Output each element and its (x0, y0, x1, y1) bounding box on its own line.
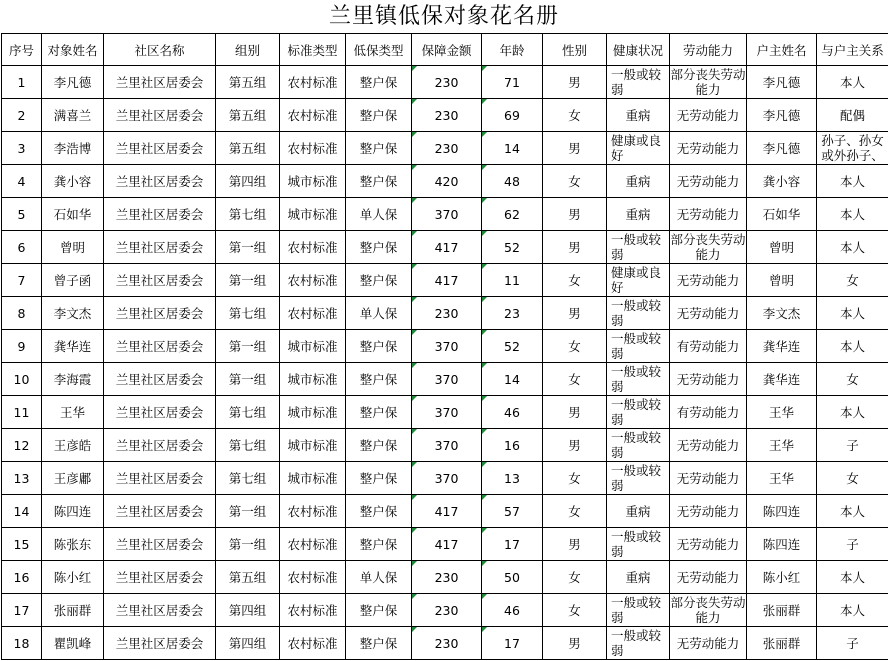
cell-group[interactable]: 第七组 (216, 198, 280, 231)
cell-head[interactable]: 陈四连 (747, 495, 817, 528)
cell-group[interactable]: 第一组 (216, 231, 280, 264)
page-title: 兰里镇低保对象花名册 (328, 4, 559, 29)
cell-community[interactable]: 兰里社区居委会 (104, 429, 216, 462)
cell-health[interactable]: 一般或较弱 (607, 231, 670, 264)
cell-amount[interactable]: 230 (412, 132, 482, 165)
cell-labor[interactable]: 部分丧失劳动能力 (670, 67, 746, 97)
cell-age[interactable]: 14 (482, 363, 543, 396)
cell-standard[interactable]: 城市标准 (280, 165, 346, 198)
cell-relation[interactable]: 本人 (817, 165, 888, 198)
column-header-community[interactable]: 社区名称 (104, 34, 216, 66)
cell-head[interactable]: 张丽群 (747, 627, 817, 660)
cell-gender[interactable]: 男 (543, 66, 607, 99)
cell-amount[interactable]: 230 (412, 297, 482, 330)
cell-community[interactable]: 兰里社区居委会 (104, 330, 216, 363)
cell-health[interactable]: 重病 (607, 561, 670, 594)
cell-standard[interactable]: 农村标准 (280, 99, 346, 132)
cell-health[interactable]: 一般或较弱 (607, 429, 670, 462)
cell-head[interactable]: 龚小容 (747, 165, 817, 198)
cell-type[interactable]: 整户保 (346, 231, 412, 264)
cell-group[interactable]: 第一组 (216, 363, 280, 396)
cell-seq[interactable]: 5 (2, 198, 42, 231)
cell-seq[interactable]: 8 (2, 297, 42, 330)
cell-health[interactable]: 健康或良好 (607, 132, 670, 165)
cell-gender[interactable]: 男 (543, 231, 607, 264)
table-row[interactable] (2, 198, 888, 231)
cell-head[interactable]: 李凡德 (747, 66, 817, 99)
cell-name[interactable]: 陈小红 (42, 561, 104, 594)
cell-seq[interactable]: 1 (2, 66, 42, 99)
cell-standard[interactable]: 农村标准 (280, 594, 346, 627)
cell-seq[interactable]: 14 (2, 495, 42, 528)
cell-labor[interactable]: 无劳动能力 (670, 297, 747, 330)
cell-labor[interactable]: 无劳动能力 (670, 132, 747, 165)
cell-health[interactable]: 一般或较弱 (607, 66, 670, 99)
cell-labor[interactable]: 无劳动能力 (670, 429, 747, 462)
cell-type[interactable]: 整户保 (346, 627, 412, 660)
cell-name[interactable]: 陈张东 (42, 528, 104, 561)
cell-relation[interactable]: 本人 (817, 330, 888, 363)
table-row[interactable] (2, 132, 888, 165)
cell-gender[interactable]: 男 (543, 297, 607, 330)
cell-name[interactable]: 曾子函 (42, 264, 104, 297)
cell-health[interactable]: 一般或较弱 (607, 330, 670, 363)
cell-community[interactable]: 兰里社区居委会 (104, 132, 216, 165)
cell-labor[interactable]: 有劳动能力 (670, 330, 747, 363)
cell-gender[interactable]: 女 (543, 462, 607, 495)
cell-relation[interactable]: 子 (817, 627, 888, 660)
cell-amount[interactable]: 230 (412, 627, 482, 660)
table-row[interactable] (2, 627, 888, 660)
cell-standard[interactable]: 农村标准 (280, 297, 346, 330)
cell-amount[interactable]: 417 (412, 264, 482, 297)
cell-age[interactable]: 17 (482, 627, 543, 660)
cell-health[interactable]: 重病 (607, 165, 670, 198)
cell-standard[interactable]: 城市标准 (280, 396, 346, 429)
cell-community[interactable]: 兰里社区居委会 (104, 495, 216, 528)
column-header-seq[interactable]: 序号 (2, 34, 42, 66)
cell-health[interactable]: 健康或良好 (607, 264, 670, 297)
column-header-age[interactable]: 年龄 (482, 34, 543, 66)
column-header-head[interactable]: 户主姓名 (747, 34, 817, 66)
cell-community[interactable]: 兰里社区居委会 (104, 165, 216, 198)
cell-relation[interactable]: 本人 (817, 231, 888, 264)
cell-gender[interactable]: 男 (543, 627, 607, 660)
cell-gender[interactable]: 男 (543, 198, 607, 231)
cell-health[interactable]: 一般或较弱 (607, 594, 670, 627)
cell-head[interactable]: 龚华连 (747, 363, 817, 396)
cell-group[interactable]: 第四组 (216, 594, 280, 627)
header-row (2, 34, 888, 66)
cell-relation[interactable]: 本人 (817, 495, 888, 528)
cell-name[interactable]: 张丽群 (42, 594, 104, 627)
cell-labor[interactable]: 部分丧失劳动能力 (670, 595, 746, 625)
cell-seq[interactable]: 12 (2, 429, 42, 462)
cell-labor[interactable]: 无劳动能力 (670, 627, 747, 660)
cell-community[interactable]: 兰里社区居委会 (104, 561, 216, 594)
cell-group[interactable]: 第五组 (216, 99, 280, 132)
column-header-amount[interactable]: 保障金额 (412, 34, 482, 66)
cell-labor[interactable]: 无劳动能力 (670, 264, 747, 297)
cell-community[interactable]: 兰里社区居委会 (104, 297, 216, 330)
cell-group[interactable]: 第一组 (216, 264, 280, 297)
cell-type[interactable]: 整户保 (346, 66, 412, 99)
cell-labor[interactable]: 无劳动能力 (670, 495, 747, 528)
cell-name[interactable]: 陈四连 (42, 495, 104, 528)
cell-head[interactable]: 李凡德 (747, 132, 817, 165)
cell-type[interactable]: 单人保 (346, 561, 412, 594)
cell-name[interactable]: 龚华连 (42, 330, 104, 363)
table-row[interactable] (2, 396, 888, 429)
cell-amount[interactable]: 230 (412, 561, 482, 594)
cell-amount[interactable]: 370 (412, 330, 482, 363)
cell-standard[interactable]: 农村标准 (280, 231, 346, 264)
cell-standard[interactable]: 农村标准 (280, 627, 346, 660)
cell-labor[interactable]: 无劳动能力 (670, 99, 747, 132)
cell-type[interactable]: 整户保 (346, 495, 412, 528)
cell-gender[interactable]: 男 (543, 132, 607, 165)
column-header-labor[interactable]: 劳动能力 (670, 34, 747, 66)
cell-relation[interactable]: 子 (817, 528, 888, 561)
cell-community[interactable]: 兰里社区居委会 (104, 99, 216, 132)
cell-standard[interactable]: 城市标准 (280, 363, 346, 396)
cell-community[interactable]: 兰里社区居委会 (104, 264, 216, 297)
cell-name[interactable]: 瞿凯峰 (42, 627, 104, 660)
column-header-health[interactable]: 健康状况 (607, 34, 670, 66)
cell-standard[interactable]: 农村标准 (280, 528, 346, 561)
cell-relation[interactable]: 本人 (817, 396, 888, 429)
cell-labor[interactable]: 无劳动能力 (670, 462, 747, 495)
cell-age[interactable]: 52 (482, 330, 543, 363)
cell-health[interactable]: 一般或较弱 (607, 627, 670, 660)
cell-standard[interactable]: 城市标准 (280, 330, 346, 363)
cell-amount[interactable]: 370 (412, 462, 482, 495)
cell-type[interactable]: 整户保 (346, 132, 412, 165)
cell-relation[interactable]: 子 (817, 429, 888, 462)
column-header-group[interactable]: 组别 (216, 34, 280, 66)
cell-seq[interactable]: 15 (2, 528, 42, 561)
cell-community[interactable]: 兰里社区居委会 (104, 396, 216, 429)
cell-age[interactable]: 69 (482, 99, 543, 132)
cell-head[interactable]: 曾明 (747, 231, 817, 264)
cell-type[interactable]: 整户保 (346, 99, 412, 132)
cell-relation[interactable]: 孙子、孙女或外孙子、 (817, 132, 888, 165)
cell-type[interactable]: 整户保 (346, 264, 412, 297)
cell-gender[interactable]: 女 (543, 330, 607, 363)
cell-health[interactable]: 一般或较弱 (607, 363, 670, 396)
cell-relation[interactable]: 配偶 (817, 99, 888, 132)
cell-amount[interactable]: 230 (412, 99, 482, 132)
cell-health[interactable]: 重病 (607, 99, 670, 132)
table-row[interactable] (2, 495, 888, 528)
cell-labor[interactable]: 无劳动能力 (670, 528, 747, 561)
cell-age[interactable]: 52 (482, 231, 543, 264)
cell-head[interactable]: 陈四连 (747, 528, 817, 561)
table-row[interactable] (2, 297, 888, 330)
cell-head[interactable]: 王华 (747, 429, 817, 462)
cell-standard[interactable]: 农村标准 (280, 66, 346, 99)
cell-labor[interactable]: 部分丧失劳动能力 (670, 232, 746, 262)
column-header-standard[interactable]: 标准类型 (280, 34, 346, 66)
cell-name[interactable]: 曾明 (42, 231, 104, 264)
cell-name[interactable]: 王华 (42, 396, 104, 429)
cell-gender[interactable]: 女 (543, 99, 607, 132)
cell-amount[interactable]: 420 (412, 165, 482, 198)
cell-age[interactable]: 46 (482, 396, 543, 429)
cell-standard[interactable]: 城市标准 (280, 462, 346, 495)
cell-community[interactable]: 兰里社区居委会 (104, 594, 216, 627)
cell-head[interactable]: 张丽群 (747, 594, 817, 627)
cell-amount[interactable]: 370 (412, 396, 482, 429)
cell-amount[interactable]: 417 (412, 495, 482, 528)
table-row[interactable] (2, 66, 888, 99)
cell-seq[interactable]: 6 (2, 231, 42, 264)
cell-head[interactable]: 李凡德 (747, 99, 817, 132)
cell-labor[interactable]: 无劳动能力 (670, 198, 747, 231)
cell-group[interactable]: 第七组 (216, 297, 280, 330)
cell-name[interactable]: 李海霞 (42, 363, 104, 396)
cell-age[interactable]: 11 (482, 264, 543, 297)
cell-age[interactable]: 71 (482, 66, 543, 99)
cell-name[interactable]: 王彦鄘 (42, 462, 104, 495)
cell-relation[interactable]: 本人 (817, 561, 888, 594)
table-row[interactable] (2, 330, 888, 363)
cell-name[interactable]: 李凡德 (42, 66, 104, 99)
cell-type[interactable]: 整户保 (346, 528, 412, 561)
table-row[interactable] (2, 528, 888, 561)
cell-group[interactable]: 第七组 (216, 396, 280, 429)
cell-head[interactable]: 王华 (747, 462, 817, 495)
cell-standard[interactable]: 农村标准 (280, 264, 346, 297)
cell-community[interactable]: 兰里社区居委会 (104, 528, 216, 561)
cell-head[interactable]: 王华 (747, 396, 817, 429)
cell-type[interactable]: 整户保 (346, 429, 412, 462)
cell-seq[interactable]: 16 (2, 561, 42, 594)
table-row[interactable] (2, 231, 888, 264)
cell-relation[interactable]: 本人 (817, 198, 888, 231)
cell-group[interactable]: 第五组 (216, 66, 280, 99)
cell-gender[interactable]: 女 (543, 561, 607, 594)
table-row[interactable] (2, 429, 888, 462)
cell-type[interactable]: 单人保 (346, 297, 412, 330)
cell-age[interactable]: 17 (482, 528, 543, 561)
table-row[interactable] (2, 561, 888, 594)
cell-health[interactable]: 一般或较弱 (607, 528, 670, 561)
cell-community[interactable]: 兰里社区居委会 (104, 198, 216, 231)
cell-relation[interactable]: 女 (817, 363, 888, 396)
column-header-name[interactable]: 对象姓名 (42, 34, 104, 66)
table-body (2, 66, 888, 660)
cell-gender[interactable]: 女 (543, 264, 607, 297)
cell-labor[interactable]: 无劳动能力 (670, 165, 747, 198)
cell-seq[interactable]: 3 (2, 132, 42, 165)
cell-standard[interactable]: 城市标准 (280, 198, 346, 231)
cell-name[interactable]: 王彦皓 (42, 429, 104, 462)
cell-type[interactable]: 整户保 (346, 363, 412, 396)
cell-group[interactable]: 第七组 (216, 462, 280, 495)
cell-group[interactable]: 第五组 (216, 561, 280, 594)
cell-age[interactable]: 62 (482, 198, 543, 231)
cell-health[interactable]: 一般或较弱 (607, 462, 670, 495)
table-row[interactable] (2, 363, 888, 396)
cell-group[interactable]: 第一组 (216, 495, 280, 528)
cell-community[interactable]: 兰里社区居委会 (104, 462, 216, 495)
column-header-relation[interactable]: 与户主关系 (817, 34, 888, 66)
table-row[interactable] (2, 594, 888, 627)
table-row[interactable] (2, 264, 888, 297)
cell-seq[interactable]: 4 (2, 165, 42, 198)
cell-seq[interactable]: 2 (2, 99, 42, 132)
cell-group[interactable]: 第四组 (216, 165, 280, 198)
cell-age[interactable]: 23 (482, 297, 543, 330)
cell-age[interactable]: 48 (482, 165, 543, 198)
cell-labor[interactable]: 有劳动能力 (670, 396, 747, 429)
cell-amount[interactable]: 230 (412, 66, 482, 99)
cell-type[interactable]: 单人保 (346, 198, 412, 231)
cell-amount[interactable]: 417 (412, 231, 482, 264)
cell-name[interactable]: 石如华 (42, 198, 104, 231)
cell-amount[interactable]: 370 (412, 429, 482, 462)
cell-gender[interactable]: 女 (543, 363, 607, 396)
cell-seq[interactable]: 17 (2, 594, 42, 627)
cell-seq[interactable]: 9 (2, 330, 42, 363)
cell-age[interactable]: 14 (482, 132, 543, 165)
cell-amount[interactable]: 417 (412, 528, 482, 561)
cell-gender[interactable]: 女 (543, 495, 607, 528)
cell-community[interactable]: 兰里社区居委会 (104, 66, 216, 99)
cell-group[interactable]: 第七组 (216, 429, 280, 462)
cell-type[interactable]: 整户保 (346, 462, 412, 495)
table-row[interactable] (2, 462, 888, 495)
cell-group[interactable]: 第一组 (216, 330, 280, 363)
cell-relation[interactable]: 本人 (817, 297, 888, 330)
cell-amount[interactable]: 230 (412, 594, 482, 627)
cell-standard[interactable]: 农村标准 (280, 561, 346, 594)
cell-seq[interactable]: 11 (2, 396, 42, 429)
cell-relation[interactable]: 本人 (817, 66, 888, 99)
cell-seq[interactable]: 18 (2, 627, 42, 660)
cell-seq[interactable]: 13 (2, 462, 42, 495)
cell-amount[interactable]: 370 (412, 198, 482, 231)
cell-health[interactable]: 一般或较弱 (607, 297, 670, 330)
cell-group[interactable]: 第四组 (216, 627, 280, 660)
cell-seq[interactable]: 7 (2, 264, 42, 297)
cell-name[interactable]: 龚小容 (42, 165, 104, 198)
cell-type[interactable]: 整户保 (346, 330, 412, 363)
cell-head[interactable]: 曾明 (747, 264, 817, 297)
cell-head[interactable]: 石如华 (747, 198, 817, 231)
cell-relation[interactable]: 女 (817, 462, 888, 495)
cell-gender[interactable]: 男 (543, 528, 607, 561)
cell-group[interactable]: 第五组 (216, 132, 280, 165)
cell-community[interactable]: 兰里社区居委会 (104, 627, 216, 660)
cell-age[interactable]: 50 (482, 561, 543, 594)
cell-relation[interactable]: 本人 (817, 594, 888, 627)
cell-relation[interactable]: 女 (817, 264, 888, 297)
cell-gender[interactable]: 男 (543, 396, 607, 429)
cell-name[interactable]: 满喜兰 (42, 99, 104, 132)
cell-standard[interactable]: 城市标准 (280, 429, 346, 462)
cell-head[interactable]: 陈小红 (747, 561, 817, 594)
cell-gender[interactable]: 女 (543, 165, 607, 198)
cell-group[interactable]: 第一组 (216, 528, 280, 561)
cell-age[interactable]: 16 (482, 429, 543, 462)
cell-age[interactable]: 13 (482, 462, 543, 495)
cell-standard[interactable]: 农村标准 (280, 495, 346, 528)
cell-labor[interactable]: 无劳动能力 (670, 561, 747, 594)
cell-community[interactable]: 兰里社区居委会 (104, 363, 216, 396)
cell-head[interactable]: 李文杰 (747, 297, 817, 330)
roster-table (1, 33, 888, 660)
table-row[interactable] (2, 99, 888, 132)
cell-health[interactable]: 重病 (607, 198, 670, 231)
cell-name[interactable]: 李文杰 (42, 297, 104, 330)
cell-type[interactable]: 整户保 (346, 396, 412, 429)
cell-age[interactable]: 57 (482, 495, 543, 528)
column-header-type[interactable]: 低保类型 (346, 34, 412, 66)
cell-labor[interactable]: 无劳动能力 (670, 363, 747, 396)
cell-head[interactable]: 龚华连 (747, 330, 817, 363)
cell-gender[interactable]: 女 (543, 594, 607, 627)
cell-standard[interactable]: 农村标准 (280, 132, 346, 165)
cell-seq[interactable]: 10 (2, 363, 42, 396)
cell-amount[interactable]: 370 (412, 363, 482, 396)
cell-health[interactable]: 重病 (607, 495, 670, 528)
cell-community[interactable]: 兰里社区居委会 (104, 231, 216, 264)
cell-type[interactable]: 整户保 (346, 165, 412, 198)
table-row[interactable] (2, 165, 888, 198)
cell-health[interactable]: 一般或较弱 (607, 396, 670, 429)
cell-age[interactable]: 46 (482, 594, 543, 627)
column-header-gender[interactable]: 性别 (543, 34, 607, 66)
cell-type[interactable]: 整户保 (346, 594, 412, 627)
cell-name[interactable]: 李浩博 (42, 132, 104, 165)
cell-gender[interactable]: 男 (543, 429, 607, 462)
